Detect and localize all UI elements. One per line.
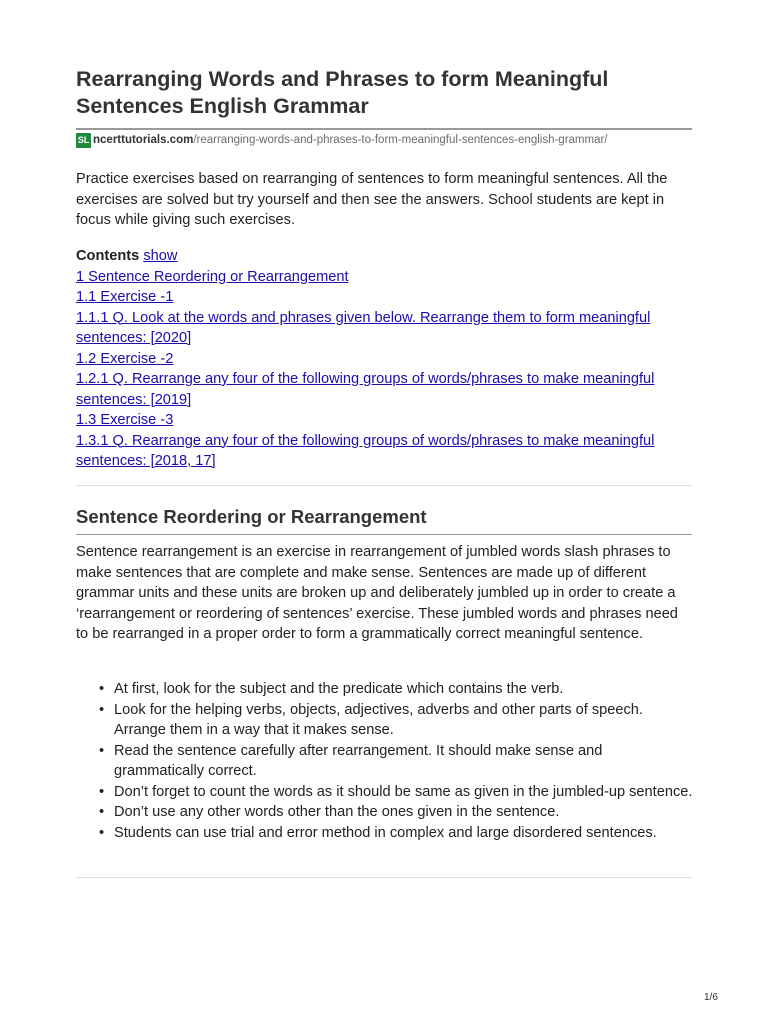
toc-item[interactable]: 1.3.1 Q. Rearrange any four of the following groups of words/phrases to make meaningful sentences: [2018, 17] xyxy=(76,432,655,469)
list-item: • Don’t use any other words other than the ones given in the sentence. xyxy=(76,802,696,823)
list-item: • Don’t forget to count the words as it should be same as given in the jumbled-up sentence. xyxy=(76,782,696,803)
page-title: Rearranging Words and Phrases to form Meaningful Sentences English Grammar xyxy=(76,67,609,118)
intro-paragraph: Practice exercises based on rearranging of sentences to form meaningful sentences. All the exercises are solved but try yourself and then see the answers. School students are kept in focus while giving such exercises. xyxy=(76,171,668,228)
list-item: • Look for the helping verbs, objects, adjectives, adverbs and other parts of speech. Arrange them in a way that it makes sense. xyxy=(76,700,696,741)
heading-underline xyxy=(76,534,692,535)
source-path: /rearranging-words-and-phrases-to-form-meaningful-sentences-english-grammar/ xyxy=(193,134,608,146)
source-url[interactable] xyxy=(76,132,608,148)
page-number: 1/6 xyxy=(704,992,718,1003)
toc-item[interactable]: 1.2 Exercise -2 xyxy=(76,350,174,367)
toc-item[interactable]: 1.1.1 Q. Look at the words and phrases given below. Rearrange them to form meaningful sentences: [2020] xyxy=(76,309,651,346)
tips-list xyxy=(76,679,696,843)
list-item: • Students can use trial and error method in complex and large disordered sentences. xyxy=(76,823,696,844)
toc-item[interactable]: 1.3 Exercise -3 xyxy=(76,412,174,428)
toc-show-link[interactable]: show xyxy=(143,248,178,264)
section-divider xyxy=(76,485,692,486)
title-divider xyxy=(76,128,692,130)
end-divider xyxy=(76,877,692,878)
section-paragraph: Sentence rearrangement is an exercise in rearrangement of jumbled words slash phrases to make sentences that are complete and make sense. Sentences are made up of different grammar units and these units are broken up and deliberately jumbled up in order to create a ‘rearrangement or reordering of sentences’ exercise. These jumbled words and phrases need to be rearranged in a proper order to form a grammatically correct meaningful sentence. xyxy=(76,544,678,642)
toc-item[interactable]: 1.1 Exercise -1 xyxy=(76,289,174,305)
site-logo-icon: SL xyxy=(76,133,91,148)
section-heading: Sentence Reordering or Rearrangement xyxy=(76,506,427,527)
list-item: • Read the sentence carefully after rearrangement. It should make sense and grammatically correct. xyxy=(76,741,696,782)
toc-label: Contents xyxy=(76,248,140,264)
toc-item[interactable]: 1.2.1 Q. Rearrange any four of the following groups of words/phrases to make meaningful sentences: [2019] xyxy=(76,371,655,408)
list-item: • At first, look for the subject and the predicate which contains the verb. xyxy=(76,679,696,700)
table-of-contents xyxy=(76,246,696,472)
toc-item[interactable]: 1 Sentence Reordering or Rearrangement xyxy=(76,268,349,285)
source-domain: ncerttutorials.com xyxy=(93,134,194,146)
